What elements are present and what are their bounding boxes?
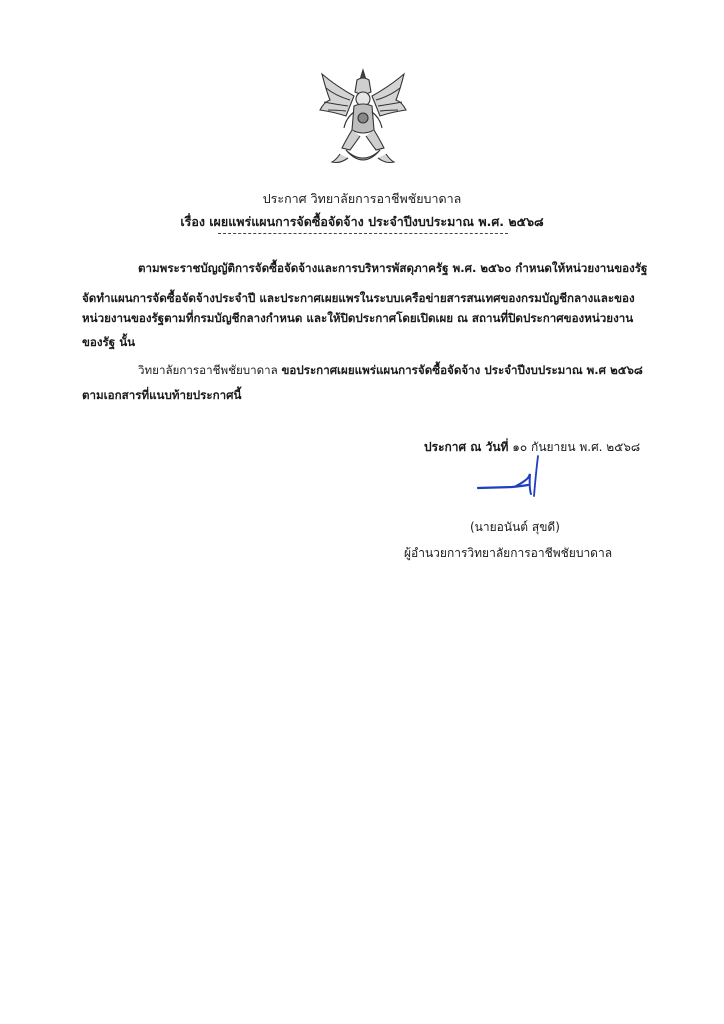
announcement-subject: เรื่อง เผยแพร่แผนการจัดซื้อจัดจ้าง ประจำปีงบประมาณ พ.ศ. ๒๕๖๘ <box>180 214 544 229</box>
handwritten-signature-icon <box>472 452 562 504</box>
paragraph-2-line-2: ตามเอกสารที่แนบท้ายประกาศนี้ <box>82 388 242 402</box>
paragraph-2-institution: วิทยาลัยการอาชีพชัยบาดาล <box>138 363 278 377</box>
signer-name: (นายอนันต์ สุขดี) <box>470 520 560 534</box>
announce-prefix: ประกาศ <box>262 191 307 206</box>
announce-date-prefix: ประกาศ ณ วันที่ <box>424 440 509 454</box>
institution-name: วิทยาลัยการอาชีพชัยบาดาล <box>310 191 462 206</box>
garuda-emblem-icon <box>316 66 410 172</box>
paragraph-1-line-3: หน่วยงานของรัฐตามที่กรมบัญชีกลางกำหนด และให้ปิดประกาศโดยเปิดเผย ณ สถานที่ปิดประกาศของหน่วยงาน <box>82 311 634 325</box>
paragraph-1-line-1: ตามพระราชบัญญัติการจัดซื้อจัดจ้างและการบริหารพัสดุภาครัฐ พ.ศ. ๒๕๖๐ กำหนดให้หน่วยงานของรัฐ <box>138 261 648 275</box>
dashed-divider <box>218 233 508 234</box>
paragraph-2-text: ขอประกาศเผยแพร่แผนการจัดซื้อจัดจ้าง ประจำปีงบประมาณ พ.ศ ๒๕๖๘ <box>281 363 643 377</box>
paragraph-2-line-1 <box>138 362 643 380</box>
announce-date: ๑๐ กันยายน พ.ศ. ๒๕๖๘ <box>512 440 641 454</box>
paragraph-1-line-2: จัดทำแผนการจัดซื้อจัดจ้างประจำปี และประกาศเผยแพรในระบบเครือข่ายสารสนเทศของกรมบัญชีกลางและของ <box>82 291 635 305</box>
signer-title: ผู้อำนวยการวิทยาลัยการอาชีพชัยบาดาล <box>404 546 613 560</box>
announcement-title <box>0 189 724 209</box>
paragraph-1-line-4: ของรัฐ นั้น <box>82 335 136 349</box>
